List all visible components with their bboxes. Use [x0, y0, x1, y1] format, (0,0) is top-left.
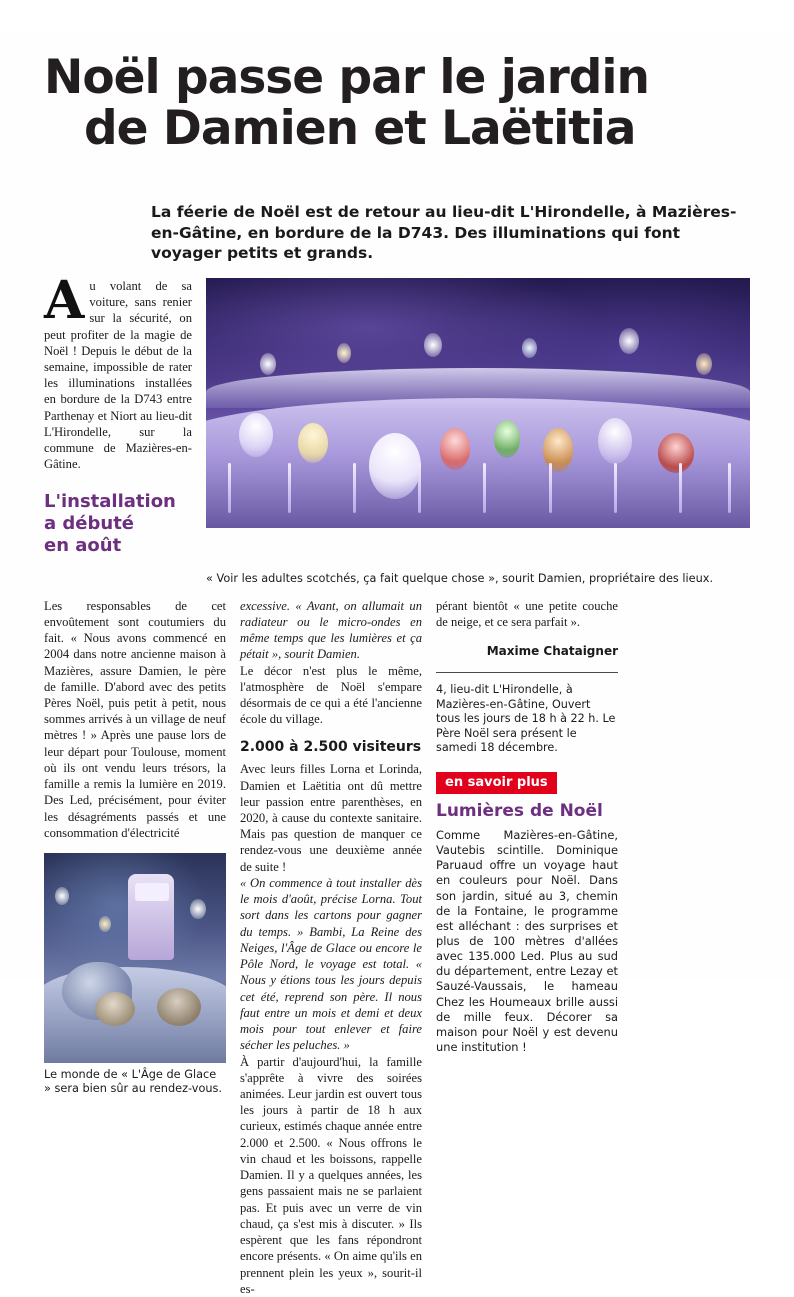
photo-light [424, 333, 442, 357]
photo-fence-post [614, 463, 617, 513]
bottom-photo-caption: Le monde de « L'Âge de Glace » sera bien sûr au rendez-vous. [44, 1063, 226, 1096]
paragraph: À partir d'aujourd'hui, la famille s'apprête à vivre des soirées animées. Leur jardin est ouvert tous les jours à partir de 18 h aux curieux, estimés chaque année entre 2.000 et 2.500. « Nous offrons le vin chaud et les boissons, rappelle Damien. Il y a quelques années, les gens passaient mais ne se parlaient pas. Et puis avec un verre de vin chaud, ça s'est mis à discuter. » Ils espèrent que les fans répondront encore présents. « On aime qu'ils en prennent plein les yeux », sourit-il es- [240, 1054, 422, 1297]
main-photo-caption: « Voir les adultes scotchés, ça fait quelque chose », sourit Damien, propriétaire des lieux. [206, 567, 750, 586]
headline-line-1: Noël passe par le jardin [44, 53, 754, 104]
newspaper-page [0, 31, 794, 979]
lead-column [44, 278, 192, 567]
column-3 [436, 598, 618, 1056]
photo-snowman [369, 433, 421, 499]
photo-light [522, 338, 537, 358]
photo-light [190, 899, 206, 919]
photo-figure [440, 428, 470, 470]
photo-light [99, 916, 111, 932]
paragraph: « On commence à tout installer dès le mois d'août, précise Lorna. Tout sort dans les cartons pour gagner du temps. » Bambi, La Reine des Neiges, l'Âge de Glace ou encore le Pôle Nord, le voyage est total. « Nous y étions tous les jours depuis cet été, reprend son père. Il nous faut entre un mois et demi et deux mois pour tout enlever et faire sécher les peluches. » [240, 875, 422, 1054]
photo-fence-post [549, 463, 552, 513]
bottom-photo [44, 853, 226, 1063]
photo-figure [658, 433, 694, 473]
byline: Maxime Chataigner [436, 644, 618, 658]
drop-cap: A [44, 278, 89, 321]
subhead-installation: L'installation a débuté en août [44, 491, 192, 557]
contact-info: 4, lieu-dit L'Hirondelle, à Mazières-en-Gâtine, Ouvert tous les jours de 18 h à 22 h. Le Père Noël sera présent le samedi 18 décembre. [436, 672, 618, 756]
paragraph: pérant bientôt « une petite couche de neige, et ce sera parfait ». [436, 598, 618, 630]
photo-fence-post [418, 463, 421, 513]
top-band [44, 278, 750, 567]
article-body [0, 278, 794, 1297]
photo-character [157, 988, 201, 1026]
en-savoir-plus-tag: en savoir plus [436, 772, 557, 794]
standfirst: La féerie de Noël est de retour au lieu-dit L'Hirondelle, à Mazières-en-Gâtine, en bordure de la D743. Des illuminations qui font voyager petits et grands. [0, 186, 794, 263]
en-savoir-plus-box [436, 772, 618, 1055]
column-1 [44, 598, 226, 1097]
main-photo [206, 278, 750, 528]
lead-text: u volant de sa voiture, sans renier sur la sécurité, on peut profiter de la magie de Noël ! Depuis le début de la semaine, impossible de rater les illuminations installées en bordure de la D743 entre Parthenay et Niort au lieu-dit L'Hirondelle, sur la commune de Mazières-en-Gâtine. [44, 279, 192, 472]
photo-character [95, 992, 135, 1026]
photo-fence-post [483, 463, 486, 513]
photo-light [337, 343, 351, 363]
photo-light [55, 887, 69, 905]
headline-line-2: de Damien et Laëtitia [44, 104, 754, 155]
photo-fence-post [228, 463, 231, 513]
subhead-visiteurs: 2.000 à 2.500 visiteurs [240, 739, 422, 756]
photo-figure [239, 413, 273, 457]
lead-paragraph [44, 278, 192, 473]
page-title [0, 31, 794, 155]
paragraph: excessive. « Avant, on allumait un radiateur ou le micro-ondes en même temps que les lumières et ça pétait », sourit Damien. [240, 598, 422, 663]
photo-sign-panel [135, 883, 169, 901]
paragraph: Le décor n'est plus le même, l'atmosphère de Noël s'empare désormais de ce qui a été l'ancienne école du village. [240, 663, 422, 728]
photo-fence-post [288, 463, 291, 513]
photo-fence-post [679, 463, 682, 513]
photo-light [696, 353, 712, 375]
photo-figure [598, 418, 632, 464]
en-savoir-plus-body: Comme Mazières-en-Gâtine, Vautebis scintille. Dominique Paruaud offre un voyage haut en couleurs pour Noël. Dans son jardin, situé au 3, chemin de la Fontaine, le programme est alléchant : des surprises et plus de 100 mètres d'allées avec 135.000 Led. Plus au sud du département, entre Lezay et Sauzé-Vaussais, le hameau Chez les Houmeaux brille aussi de mille feux. Décorer sa maison pour Noël y est devenu une institution ! [436, 828, 618, 1055]
column-2 [240, 598, 422, 1297]
paragraph: Les responsables de cet envoûtement sont coutumiers du fait. « Nous avons commencé en 2004 dans notre ancienne maison à Mazières, assure Damien, le père de famille. D'abord avec des petits Pères Noël, puis petit à petit, nous sommes arrivés à un village de neuf mètres ! » Après une pause lors de leur départ pour Toulouse, moment où ils ont vendu leurs trésors, la famille a remis la lumière en 2019. Des Led, précisément, pour éviter les désagréments passés et une consommation d'électricité [44, 598, 226, 842]
photo-fence-post [353, 463, 356, 513]
photo-fence-post [728, 463, 731, 513]
three-column-text [44, 598, 750, 1297]
en-savoir-plus-title: Lumières de Noël [436, 801, 618, 821]
paragraph: Avec leurs filles Lorna et Lorinda, Damien et Laëtitia ont dû mettre leur passion entre parenthèses, en 2020, à cause du contexte sanitaire. Mais pas question de manquer ce rendez-vous une deuxième année de suite ! [240, 761, 422, 875]
photo-figure [543, 428, 573, 472]
